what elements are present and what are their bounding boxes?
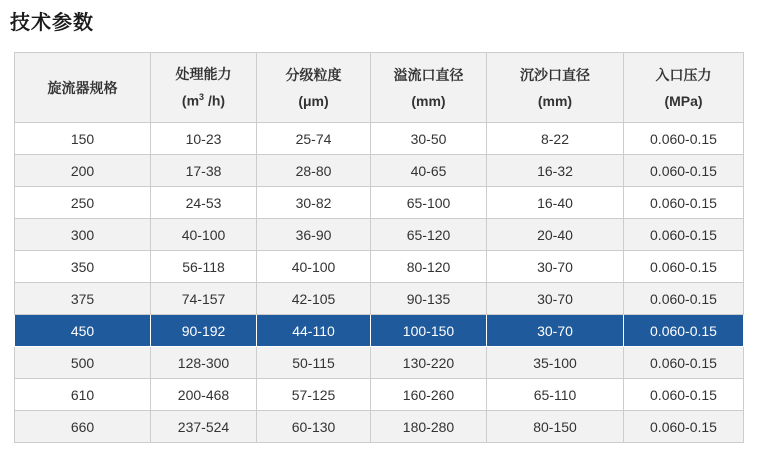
table-cell: 0.060-0.15	[624, 315, 744, 347]
column-header-2	[151, 53, 257, 123]
table-cell: 0.060-0.15	[624, 347, 744, 379]
table-header-row	[15, 53, 744, 123]
table-cell: 180-280	[371, 411, 487, 443]
table-cell: 300	[15, 219, 151, 251]
table-row[interactable]	[15, 411, 744, 443]
table-cell: 375	[15, 283, 151, 315]
table-cell: 40-65	[371, 155, 487, 187]
table-cell: 16-40	[487, 187, 624, 219]
table-cell: 40-100	[151, 219, 257, 251]
column-label: 处理能力	[175, 66, 232, 83]
table-cell: 30-82	[257, 187, 371, 219]
table-cell: 50-115	[257, 347, 371, 379]
table-row[interactable]	[15, 283, 744, 315]
table-cell: 20-40	[487, 219, 624, 251]
table-cell: 60-130	[257, 411, 371, 443]
table-cell: 57-125	[257, 379, 371, 411]
column-unit: (μm)	[298, 92, 329, 109]
column-label: 沉沙口直径	[520, 66, 590, 83]
table-cell: 42-105	[257, 283, 371, 315]
page-title: 技术参数	[10, 12, 94, 34]
table-cell: 25-74	[257, 123, 371, 155]
table-cell: 30-70	[487, 283, 624, 315]
column-label: 分级粒度	[285, 66, 342, 83]
column-header-4	[371, 53, 487, 123]
column-unit: (MPa)	[664, 92, 703, 109]
table-row[interactable]	[15, 219, 744, 251]
table-cell: 24-53	[151, 187, 257, 219]
table-row-highlighted[interactable]	[15, 315, 744, 347]
table-cell: 130-220	[371, 347, 487, 379]
table-cell: 65-120	[371, 219, 487, 251]
table-row[interactable]	[15, 123, 744, 155]
table-body	[15, 123, 744, 443]
table-cell: 35-100	[487, 347, 624, 379]
column-label: 入口压力	[655, 66, 712, 83]
table-cell: 0.060-0.15	[624, 123, 744, 155]
table-cell: 250	[15, 187, 151, 219]
table-cell: 40-100	[257, 251, 371, 283]
table-cell: 80-150	[487, 411, 624, 443]
table-cell: 36-90	[257, 219, 371, 251]
column-unit: (mm)	[537, 92, 573, 109]
column-unit: (mm)	[411, 92, 446, 109]
table-cell: 17-38	[151, 155, 257, 187]
table-cell: 65-110	[487, 379, 624, 411]
table-cell: 128-300	[151, 347, 257, 379]
table-cell: 160-260	[371, 379, 487, 411]
table-cell: 30-70	[487, 251, 624, 283]
column-header-1	[15, 53, 151, 123]
table-cell: 200	[15, 155, 151, 187]
table-row[interactable]	[15, 347, 744, 379]
table-row[interactable]	[15, 251, 744, 283]
table-cell: 16-32	[487, 155, 624, 187]
table-cell: 65-100	[371, 187, 487, 219]
table-cell: 610	[15, 379, 151, 411]
table-cell: 350	[15, 251, 151, 283]
table-cell: 0.060-0.15	[624, 379, 744, 411]
table-cell: 0.060-0.15	[624, 411, 744, 443]
table-cell: 0.060-0.15	[624, 283, 744, 315]
table-cell: 100-150	[371, 315, 487, 347]
column-label: 旋流器规格	[47, 79, 118, 96]
table-cell: 0.060-0.15	[624, 219, 744, 251]
table-cell: 200-468	[151, 379, 257, 411]
table-header	[15, 53, 744, 123]
table-cell: 8-22	[487, 123, 624, 155]
column-unit: ($m^3$ /h)	[181, 92, 226, 109]
tech-params-table	[14, 52, 744, 443]
table-row[interactable]	[15, 155, 744, 187]
table-cell: 28-80	[257, 155, 371, 187]
column-label: 溢流口直径	[393, 66, 464, 83]
table-cell: 500	[15, 347, 151, 379]
table-cell: 30-50	[371, 123, 487, 155]
table-cell: 90-192	[151, 315, 257, 347]
table-cell: 10-23	[151, 123, 257, 155]
table-cell: 56-118	[151, 251, 257, 283]
table-row[interactable]	[15, 379, 744, 411]
table-cell: 30-70	[487, 315, 624, 347]
table-cell: 74-157	[151, 283, 257, 315]
column-header-3	[257, 53, 371, 123]
table-row[interactable]	[15, 187, 744, 219]
table-cell: 150	[15, 123, 151, 155]
table-cell: 450	[15, 315, 151, 347]
table-cell: 0.060-0.15	[624, 155, 744, 187]
column-header-5	[487, 53, 624, 123]
table-cell: 80-120	[371, 251, 487, 283]
table-cell: 90-135	[371, 283, 487, 315]
column-header-6	[624, 53, 744, 123]
table-cell: 660	[15, 411, 151, 443]
table-cell: 0.060-0.15	[624, 187, 744, 219]
table-cell: 237-524	[151, 411, 257, 443]
table-cell: 44-110	[257, 315, 371, 347]
table-cell: 0.060-0.15	[624, 251, 744, 283]
